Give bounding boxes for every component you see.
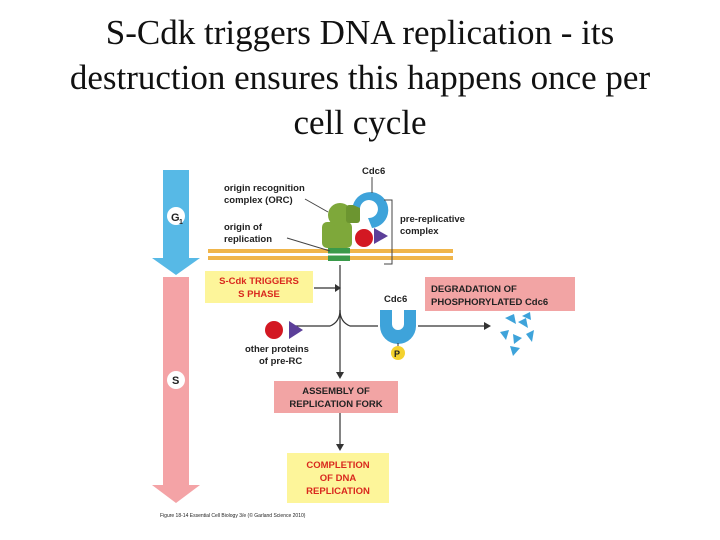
origin-label-line2: replication — [224, 234, 273, 245]
cdc6-mid-label: Cdc6 — [384, 294, 408, 305]
s-label: S — [172, 375, 180, 387]
orc-protein-icon — [322, 203, 360, 248]
completion-text-line1: COMPLETION — [306, 460, 370, 471]
cdc6-top-label: Cdc6 — [362, 166, 386, 177]
assembly-text-line1: ASSEMBLY OF — [302, 386, 370, 397]
s-phase-arrow — [152, 277, 200, 503]
title-line-3: cell cycle — [293, 103, 427, 142]
g1-subscript: 1 — [179, 219, 183, 226]
purple-protein-icon — [374, 228, 388, 244]
figure-caption: Figure 18-14 Essential Cell Biology 3/e (© Garland Science 2010) — [160, 513, 306, 519]
purple-protein-released-icon — [289, 321, 303, 339]
origin-label-line1: origin of — [224, 222, 262, 233]
other-proteins-line2: of pre-RC — [259, 356, 303, 367]
degradation-text-line1: DEGRADATION OF — [431, 284, 517, 295]
prerc-label-line2: complex — [400, 226, 439, 237]
trigger-text-line1: S-Cdk TRIGGERS — [219, 276, 299, 287]
orc-label-line1: origin recognition — [224, 183, 305, 194]
title-line-2: destruction ensures this happens once per — [69, 58, 651, 97]
degraded-cdc6-fragments-icon — [500, 312, 534, 356]
red-protein-released-icon — [265, 321, 283, 339]
degradation-text-line2: PHOSPHORYLATED Cdc6 — [431, 297, 549, 308]
assembly-text-line2: REPLICATION FORK — [289, 399, 383, 410]
g1-label: G — [171, 212, 180, 224]
completion-text-line3: REPLICATION — [306, 486, 370, 497]
completion-text-line2: OF DNA — [319, 473, 357, 484]
trigger-text-line2: S PHASE — [238, 289, 280, 300]
cdc6-released-icon — [380, 310, 416, 344]
prerc-label-line1: pre-replicative — [400, 214, 465, 225]
phosphate-label: P — [394, 349, 401, 359]
title-line-1: S-Cdk triggers DNA replication - its — [105, 13, 615, 52]
orc-label-line2: complex (ORC) — [224, 195, 293, 206]
other-proteins-line1: other proteins — [245, 344, 309, 355]
red-protein-icon — [355, 229, 373, 247]
